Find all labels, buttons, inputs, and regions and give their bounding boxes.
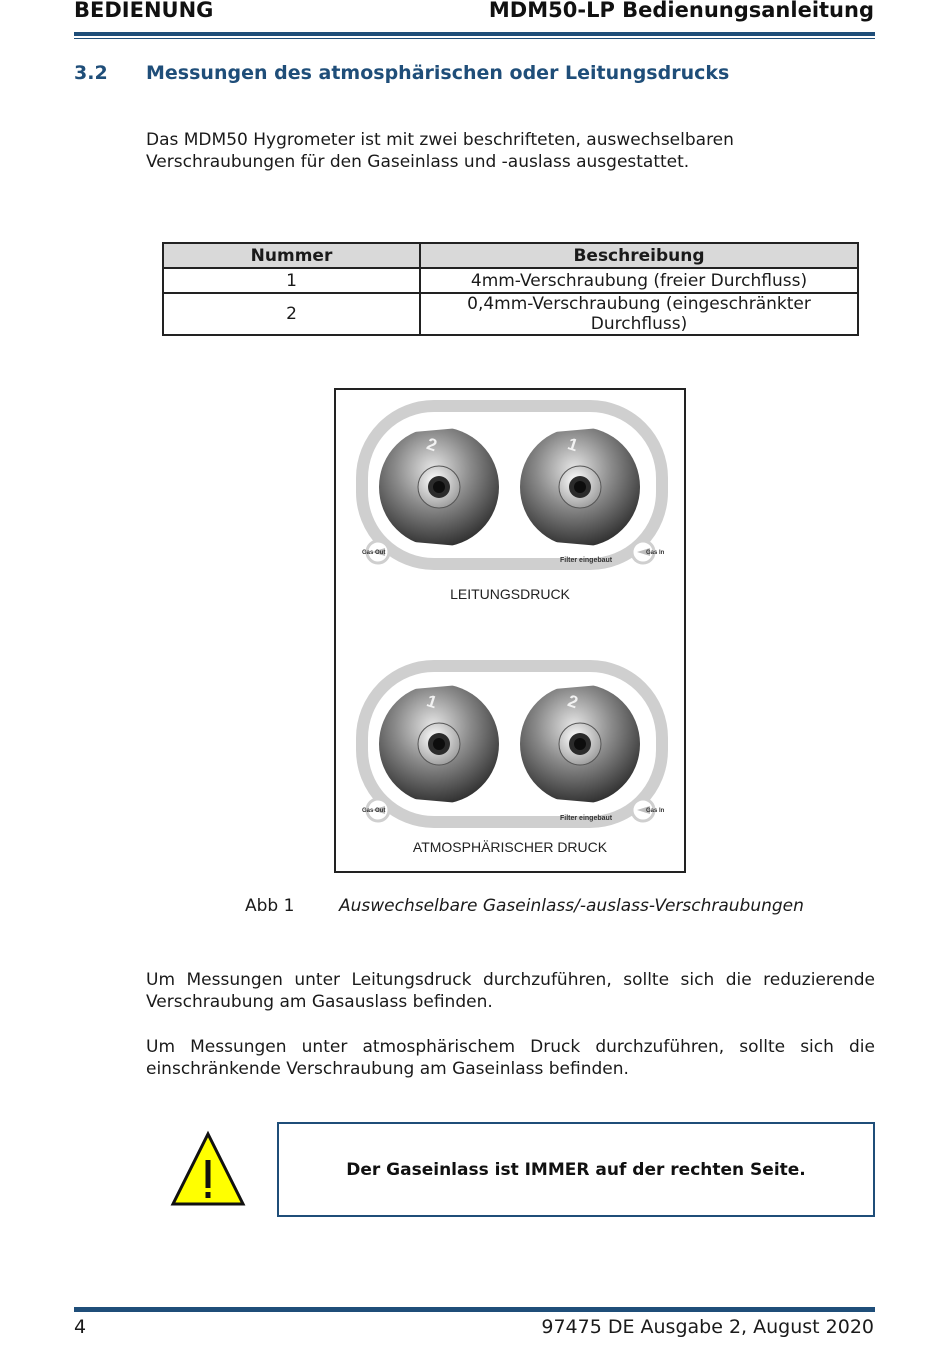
- gas-in-label: Gas In: [646, 808, 665, 814]
- panel-label-atmospheric-pressure: ATMOSPHÄRISCHER DRUCK: [412, 839, 608, 855]
- warning-triangle-icon: [170, 1130, 246, 1208]
- panel-atmospheric-pressure: [362, 666, 665, 822]
- filter-label: Filter eingebaut: [560, 815, 613, 822]
- fitting-right: [520, 684, 640, 804]
- header-document-title: MDM50-LP Bedienungsanleitung: [488, 0, 874, 22]
- figure-caption-text: Auswechselbare Gaseinlass/-auslass-Verschraubungen: [339, 896, 804, 916]
- table-cell-number: 1: [163, 268, 420, 293]
- line-pressure-paragraph: Um Messungen unter Leitungsdruck durchzuführen, sollte sich die reduzierende Verschraubung am Gasauslass befinden.: [146, 970, 875, 1012]
- warning-text: Der Gaseinlass ist IMMER auf der rechten Seite.: [346, 1159, 806, 1180]
- panel-label-line-pressure: LEITUNGSDRUCK: [450, 586, 570, 602]
- table-cell-description: 0,4mm-Verschraubung (eingeschränkter Durchfluss): [420, 293, 858, 335]
- table-header-row: [163, 243, 858, 268]
- fitting-figure: [334, 388, 686, 873]
- header-section: BEDIENUNG: [74, 0, 214, 22]
- table-header-number: Nummer: [163, 243, 420, 268]
- fitting-table: [162, 242, 859, 336]
- filter-label: Filter eingebaut: [560, 557, 613, 564]
- fitting-left: [379, 684, 499, 804]
- fitting-left: [379, 427, 499, 547]
- gas-out-label: Gas Out: [362, 550, 386, 556]
- fitting-number: 2: [424, 434, 440, 456]
- panel-line-pressure: [362, 406, 665, 564]
- document-edition: 97475 DE Ausgabe 2, August 2020: [541, 1316, 874, 1338]
- header-rule: [74, 32, 875, 36]
- table-cell-description: 4mm-Verschraubung (freier Durchfluss): [420, 268, 858, 293]
- page-number: 4: [74, 1316, 87, 1338]
- section-number: 3.2: [74, 62, 108, 84]
- section-title: Messungen des atmosphärischen oder Leitungsdrucks: [146, 62, 730, 84]
- gas-out-label: Gas Out: [362, 808, 386, 814]
- table-header-description: Beschreibung: [420, 243, 858, 268]
- fitting-number: 2: [565, 691, 581, 713]
- intro-paragraph: Das MDM50 Hygrometer ist mit zwei beschrifteten, auswechselbaren Verschraubungen für den Gaseinlass und -auslass ausgestattet.: [146, 130, 734, 172]
- table-cell-number: 2: [163, 293, 420, 335]
- warning-box: [277, 1122, 875, 1217]
- table-row: [163, 293, 858, 335]
- header-rule-thin: [74, 38, 875, 39]
- fitting-number: 1: [565, 434, 581, 456]
- gas-in-label: Gas In: [646, 550, 665, 556]
- fitting-right: [520, 427, 640, 547]
- table-row: [163, 268, 858, 293]
- footer-rule: [74, 1307, 875, 1312]
- atmospheric-pressure-paragraph: Um Messungen unter atmosphärischem Druck durchzuführen, sollte sich die einschränkende Verschraubung am Gaseinlass befinden.: [146, 1037, 875, 1079]
- fitting-number: 1: [424, 691, 440, 713]
- figure-caption-number: Abb 1: [245, 896, 295, 916]
- fitting-diagram: [336, 390, 684, 871]
